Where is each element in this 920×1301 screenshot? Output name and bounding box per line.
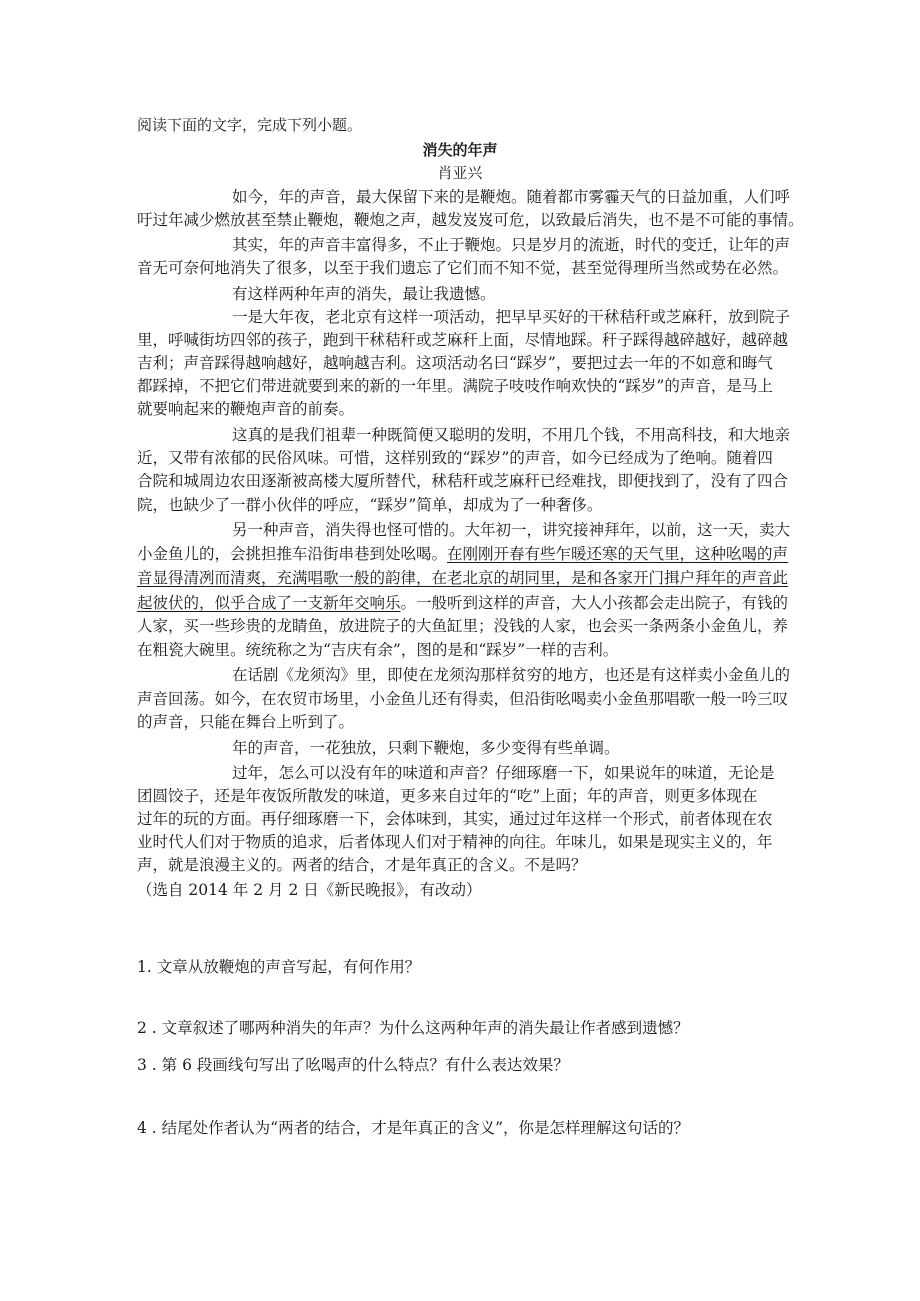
paragraph-line [232, 519, 790, 541]
article-title: 消失的年声 [422, 141, 498, 159]
underlined-text: 音显得清冽而清爽，充满唱歌一般的韵律，在老北京的胡同里，是和各家开门揖户拜年的声音此 [137, 569, 789, 587]
paragraph-line [137, 257, 788, 279]
article-author: 肖亚兴 [437, 164, 483, 182]
paragraph-line [137, 567, 788, 589]
paragraph-line [137, 352, 773, 374]
text-segment: 其实，年的声音丰富得多，不止于鞭炮。只是岁月的流逝，时代的变迁，让年的声 [232, 236, 791, 254]
paragraph-line [137, 470, 788, 492]
paragraph-line [137, 398, 354, 420]
question-1: 1. 文章从放鞭炮的声音写起，有何作用？ [137, 958, 421, 976]
paragraph-line [232, 737, 620, 759]
paragraph-line [137, 711, 354, 733]
question-2: 2 . 文章叙述了哪两种消失的年声？为什么这两种年声的消失最让作者感到遗憾？ [137, 1019, 689, 1037]
text-segment: 。一般听到这样的声音，大人小孩都会走出院子，有钱的 [400, 594, 789, 612]
paragraph-line [232, 234, 790, 256]
text-segment: 小金鱼儿的，会挑担推车沿街串巷到处吆喝。 [137, 545, 448, 563]
text-segment: 如今，年的声音，最大保留下来的是鞭炮。随着都市雾霾天气的日益加重，人们呼 [232, 188, 791, 206]
paragraph-line [232, 306, 790, 328]
instruction: 阅读下面的文字，完成下列小题。 [137, 116, 363, 134]
text-segment: 合院和城周边农田逐渐被高楼大厦所替代，秫秸秆或芝麻秆已经难找，即便找到了，没有了四合 [137, 472, 789, 490]
paragraph-line [232, 762, 775, 784]
paragraph-line [232, 186, 790, 208]
text-segment: 近，又带有浓郁的民俗风味。可惜，这样别致的“踩岁”的声音，如今已经成为了绝响。随着四 [137, 449, 773, 467]
text-segment: 在粗瓷大碗里。统统称之为“吉庆有余”，图的是和“踩岁”一样的吉利。 [137, 641, 619, 659]
text-segment: 声，就是浪漫主义的。两者的结合，才是年真正的含义。不是吗？ [137, 856, 587, 874]
paragraph-line [137, 831, 773, 853]
underlined-text: 起彼伏的，似乎合成了一支新年交响乐 [137, 594, 401, 612]
paragraph-line [137, 494, 602, 516]
text-segment: 过年，怎么可以没有年的味道和声音？仔细琢磨一下，如果说年的味道，无论是 [232, 764, 775, 782]
paragraph-line [137, 808, 773, 830]
paragraph-line [137, 543, 788, 565]
text-segment: 吉利；声音踩得越响越好，越响越吉利。这项活动名曰“踩岁”，要把过去一年的不如意和晦气 [137, 354, 773, 372]
text-segment: 另一种声音，消失得也怪可惜的。大年初一，讲究接神拜年，以前，这一天，卖大 [232, 521, 791, 539]
paragraph-line [232, 424, 790, 446]
text-segment: （选自 2014 年 2 月 2 日《新民晚报》，有改动） [137, 881, 482, 899]
paragraph-line [137, 785, 757, 807]
paragraph-line [137, 447, 773, 469]
text-segment: 团圆饺子，还是年夜饭所散发的味道，更多来自过年的“吃”上面；年的声音，则更多体现在 [137, 787, 758, 805]
question-3: 3 . 第 6 段画线句写出了吆喝声的什么特点？有什么表达效果？ [137, 1056, 569, 1074]
text-segment: 的声音，只能在舞台上听到了。 [137, 713, 355, 731]
text-segment: 年的声音，一花独放，只剩下鞭炮，多少变得有些单调。 [232, 739, 620, 757]
question-4: 4 . 结尾处作者认为“两者的结合，才是年真正的含义”，你是怎样理解这句话的？ [137, 1119, 689, 1137]
paragraph-line [137, 592, 788, 614]
paragraph-line [137, 639, 618, 661]
paragraph-line [232, 283, 496, 305]
paragraph-line [137, 879, 481, 901]
text-segment: 音无可奈何地消失了很多，以至于我们遗忘了它们而不知不觉，甚至觉得理所当然或势在必然。 [137, 259, 789, 277]
paragraph-line [137, 615, 788, 637]
paragraph-line [137, 854, 587, 876]
paragraph-line [137, 329, 788, 351]
text-segment: 院，也缺少了一群小伙伴的呼应，“踩岁”简单，却成为了一种奢侈。 [137, 496, 603, 514]
underlined-text: 在刚刚开春有些乍暖还寒的天气里，这种吆喝的声 [447, 545, 789, 563]
text-segment: 就要响起来的鞭炮声音的前奏。 [137, 400, 355, 418]
text-segment: 有这样两种年声的消失，最让我遗憾。 [232, 285, 496, 303]
text-segment: 一是大年夜，老北京有这样一项活动，把早早买好的干秫秸秆或芝麻秆，放到院子 [232, 308, 791, 326]
text-segment: 里，呼喊街坊四邻的孩子，跑到干秫秸秆或芝麻秆上面，尽情地踩。秆子踩得越碎越好，越碎越 [137, 331, 789, 349]
paragraph-line [232, 664, 790, 686]
text-segment: 在话剧《龙须沟》里，即使在龙须沟那样贫穷的地方，也还是有这样卖小金鱼儿的 [232, 666, 791, 684]
text-segment: 这真的是我们祖辈一种既简便又聪明的发明，不用几个钱，不用高科技，和大地亲 [232, 426, 791, 444]
paragraph-line [137, 688, 788, 710]
paragraph-line [137, 209, 804, 231]
text-segment: 吁过年减少燃放甚至禁止鞭炮，鞭炮之声，越发岌岌可危，以致最后消失，也不是不可能的事情。 [137, 211, 804, 229]
text-segment: 过年的玩的方面。再仔细琢磨一下，会体味到，其实，通过过年这样一个形式，前者体现在农 [137, 810, 773, 828]
text-segment: 业时代人们对于物质的追求，后者体现人们对于精神的向往。年味儿，如果是现实主义的，年 [137, 833, 773, 851]
text-segment: 声音回荡。如今，在农贸市场里，小金鱼儿还有得卖，但沿街吆喝卖小金鱼那唱歌一般一吟三叹 [137, 690, 789, 708]
text-segment: 人家，买一些珍贵的龙睛鱼，放进院子的大鱼缸里；没钱的人家，也会买一条两条小金鱼儿，养 [137, 617, 789, 635]
text-segment: 都踩掉，不把它们带进就要到来的新的一年里。满院子吱吱作响欢快的“踩岁”的声音，是马上 [137, 377, 773, 395]
paragraph-line [137, 375, 773, 397]
